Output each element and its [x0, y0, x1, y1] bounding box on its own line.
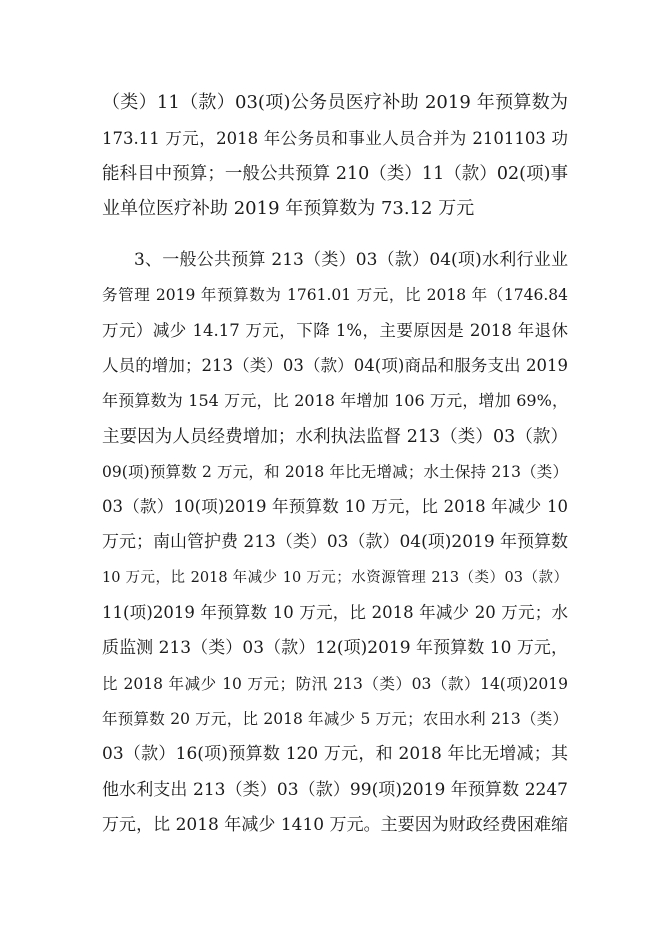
paragraph-2-line-14: 年预算数 20 万元，比 2018 年减少 5 万元；农田水利 213（类） [102, 710, 568, 728]
paragraph-2-line-12: 质监测 213（类）03（款）12(项)2019 年预算数 10 万元， [102, 638, 568, 658]
paragraph-2-line-7: 09(项)预算数 2 万元，和 2018 年比无增减；水土保持 213（类） [102, 463, 568, 481]
paragraph-2-line-1: 3、一般公共预算 213（类）03（款）04(项)水利行业业 [134, 250, 568, 270]
paragraph-2-line-15: 03（款）16(项)预算数 120 万元，和 2018 年比无增减；其 [102, 744, 568, 764]
paragraph-2-line-6: 主要因为人员经费增加；水利执法监督 213（类）03（款） [102, 427, 568, 447]
paragraph-2-line-13: 比 2018 年减少 10 万元；防汛 213（类）03（款）14(项)2019 [102, 675, 568, 693]
paragraph-1-line-4: 业单位医疗补助 2019 年预算数为 73.12 万元 [102, 198, 475, 219]
paragraph-1-line-2: 173.11 万元，2018 年公务员和事业人员合并为 2101103 功 [102, 129, 568, 148]
paragraph-2-line-3: 万元）减少 14.17 万元，下降 1%，主要原因是 2018 年退休 [102, 321, 568, 340]
paragraph-2-line-2: 务管理 2019 年预算数为 1761.01 万元，比 2018 年（1746.84 [102, 286, 568, 304]
paragraph-2-line-4: 人员的增加；213（类）03（款）04(项)商品和服务支出 2019 [102, 356, 568, 375]
paragraph-2-line-17: 万元，比 2018 年减少 1410 万元。主要因为财政经费困难缩 [102, 815, 568, 835]
paragraph-1-line-1: （类）11（款）03(项)公务员医疗补助 2019 年预算数为 [102, 92, 568, 113]
paragraph-2-line-16: 他水利支出 213（类）03（款）99(项)2019 年预算数 2247 [102, 780, 568, 800]
paragraph-1-line-3: 能科目中预算；一般公共预算 210（类）11（款）02(项)事 [102, 164, 568, 184]
paragraph-2-line-10: 10 万元，比 2018 年减少 10 万元；水资源管理 213（类）03（款） [102, 570, 568, 586]
paragraph-2-line-11: 11(项)2019 年预算数 10 万元，比 2018 年减少 20 万元；水 [102, 603, 568, 622]
paragraph-2-line-9: 万元；南山管护费 213（类）03（款）04(项)2019 年预算数 [102, 532, 569, 552]
paragraph-2-line-5: 年预算数为 154 万元，比 2018 年增加 106 万元，增加 69%， [102, 391, 568, 410]
paragraph-2-line-8: 03（款）10(项)2019 年预算数 10 万元，比 2018 年减少 10 [102, 497, 568, 516]
